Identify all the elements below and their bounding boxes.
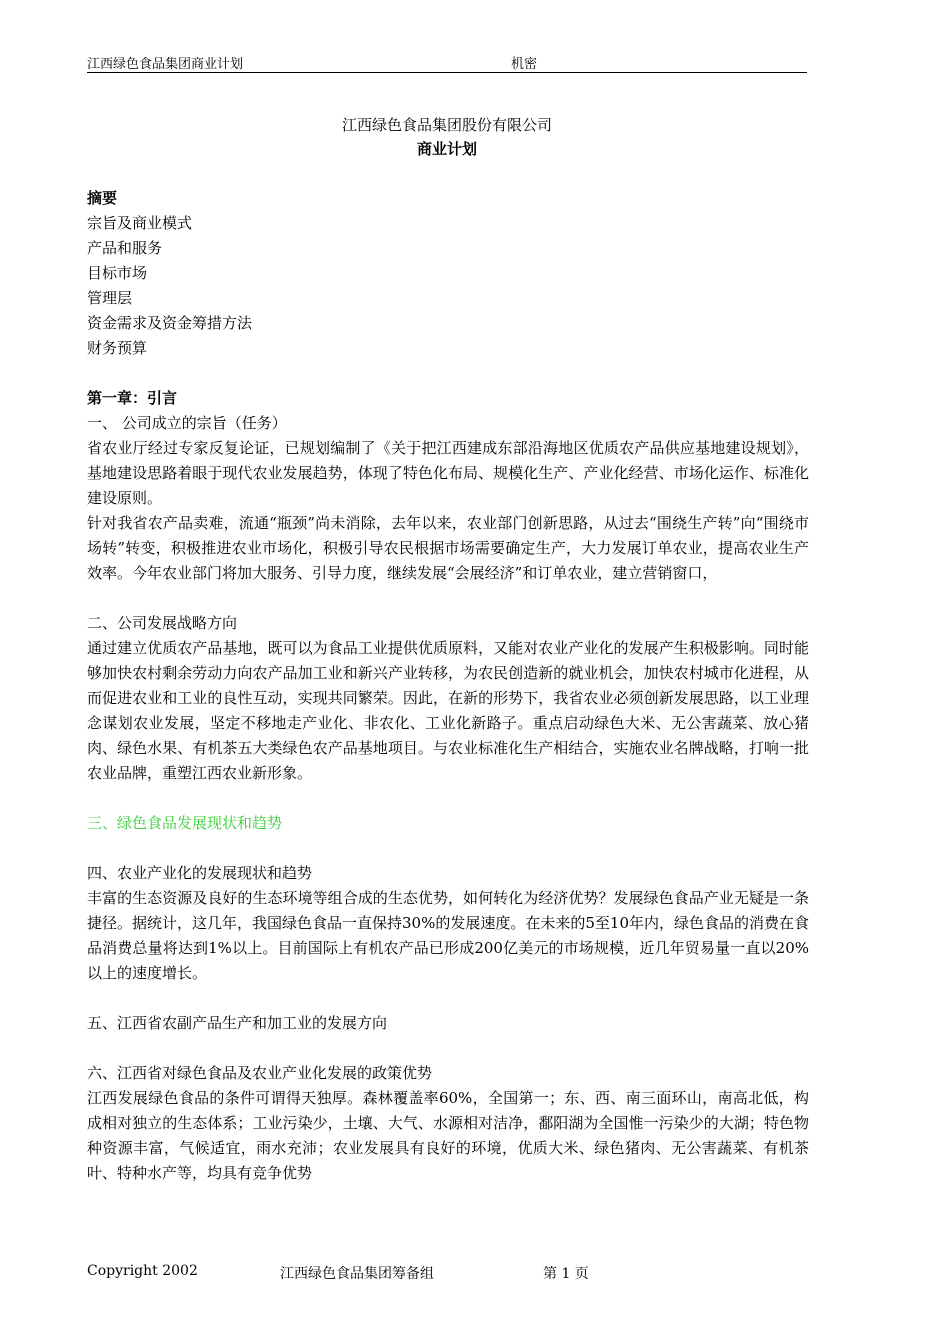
section-heading: 一、 公司成立的宗旨（任务）	[87, 414, 287, 432]
spacer	[87, 1036, 809, 1061]
summary-item: 管理层	[87, 289, 133, 307]
section-heading-green: 三、绿色食品发展现状和趋势	[87, 814, 283, 832]
summary-item: 目标市场	[87, 264, 148, 282]
title-block	[87, 114, 807, 161]
spacer	[87, 361, 809, 386]
footer-copyright: Copyright 2002	[87, 1263, 198, 1279]
summary-item: 产品和服务	[87, 239, 163, 257]
header-title: 江西绿色食品集团商业计划	[87, 57, 244, 72]
paragraph: 针对我省农产品卖难，流通“瓶颈”尚未消除，去年以来，农业部门创新思路，从过去“围绕生产转”向“围绕市场转”转变，积极推进农业市场化，积极引导农民根据市场需要确定生产，大力发展订单农业，提高农业生产效率。今年农业部门将加大服务、引导力度，继续发展“会展经济”和订单农业，建立营销窗口，	[87, 514, 809, 582]
document-title: 商业计划	[416, 140, 477, 158]
paragraph: 通过建立优质农产品基地，既可以为食品工业提供优质原料，又能对农业产业化的发展产生积极影响。同时能够加快农村剩余劳动力向农产品加工业和新兴产业转移，为农民创造新的就业机会，加快农村城市化进程，从而促进农业和工业的良性互动，实现共同繁荣。因此，在新的形势下，我省农业必须创新发展思路，以工业理念谋划农业发展，坚定不移地走产业化、非农化、工业化新路子。重点启动绿色大米、无公害蔬菜、放心猪肉、绿色水果、有机茶五大类绿色农产品基地项目。与农业标准化生产相结合，实施农业名牌战略，打响一批农业品牌，重塑江西农业新形象。	[87, 639, 809, 782]
summary-item: 财务预算	[87, 339, 148, 357]
summary-item: 资金需求及资金筹措方法	[87, 314, 253, 332]
company-name: 江西绿色食品集团股份有限公司	[341, 116, 552, 134]
page-header	[87, 52, 807, 73]
footer-organization: 江西绿色食品集团筹备组	[280, 1266, 434, 1282]
summary-heading: 摘要	[87, 189, 118, 207]
summary-item: 宗旨及商业模式	[87, 214, 193, 232]
chapter-heading: 第一章：引言	[87, 389, 178, 407]
spacer	[87, 986, 809, 1011]
document-body	[87, 186, 809, 1186]
spacer	[87, 836, 809, 861]
footer-page-number: 第 1 页	[543, 1266, 589, 1282]
spacer	[87, 586, 809, 611]
paragraph: 江西发展绿色食品的条件可谓得天独厚。森林覆盖率60%，全国第一；东、西、南三面环山，南高北低，构成相对独立的生态体系；工业污染少，土壤、大气、水源相对洁净，鄱阳湖为全国惟一污染少的大湖；特色物种资源丰富，气候适宜，雨水充沛；农业发展具有良好的环境，优质大米、绿色猪肉、无公害蔬菜、有机茶叶、特种水产等，均具有竞争优势	[87, 1089, 809, 1182]
section-heading: 五、江西省农副产品生产和加工业的发展方向	[87, 1014, 388, 1032]
header-confidential: 机密	[511, 57, 538, 72]
section-heading: 二、公司发展战略方向	[87, 614, 238, 632]
section-heading: 六、江西省对绿色食品及农业产业化发展的政策优势	[87, 1064, 433, 1082]
paragraph: 省农业厅经过专家反复论证，已规划编制了《关于把江西建成东部沿海地区优质农产品供应基地建设规划》，基地建设思路着眼于现代农业发展趋势，体现了特色化布局、规模化生产、产业化经营、市场化运作、标准化建设原则。	[87, 439, 809, 507]
section-heading: 四、农业产业化的发展现状和趋势	[87, 864, 313, 882]
spacer	[87, 786, 809, 811]
paragraph: 丰富的生态资源及良好的生态环境等组合成的生态优势，如何转化为经济优势？发展绿色食品产业无疑是一条捷径。据统计，这几年，我国绿色食品一直保持30%的发展速度。在未来的5至10年内，绿色食品的消费在食品消费总量将达到1%以上。目前国际上有机农产品已形成200亿美元的市场规模，近几年贸易量一直以20%以上的速度增长。	[87, 889, 809, 982]
page-footer	[87, 1263, 807, 1283]
